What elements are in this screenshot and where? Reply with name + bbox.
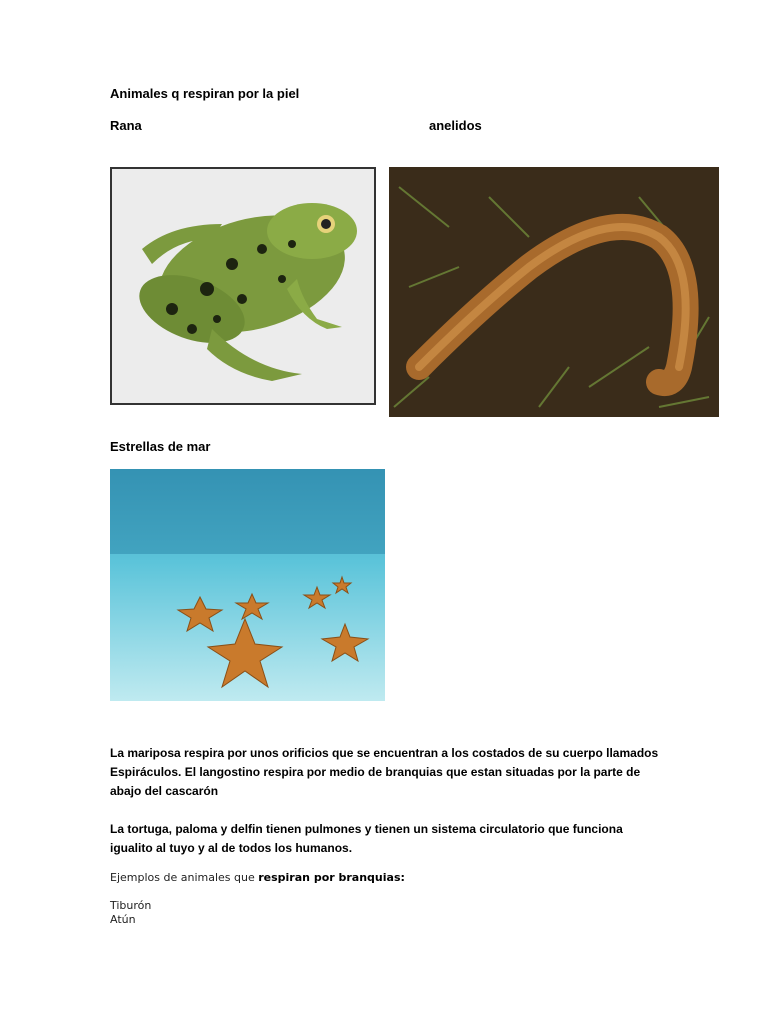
paragraph-1: [110, 744, 710, 801]
starfish-image: [110, 469, 385, 701]
paragraph-2-line-1: La tortuga, paloma y delfin tienen pulmones y tienen un sistema circulatorio que funciona: [110, 822, 623, 836]
examples-heading: [110, 871, 405, 884]
label-starfish: Estrellas de mar: [110, 439, 211, 454]
paragraph-1-line-1: La mariposa respira por unos orificios que se encuentran a los costados de su cuerpo llamados: [110, 746, 659, 760]
examples-bold: respiran por branquias:: [258, 871, 405, 884]
paragraph-1-line-3: abajo del cascarón: [110, 784, 219, 798]
paragraph-2-line-2: igualito al tuyo y al de todos los humanos.: [110, 841, 353, 855]
frog-image: [110, 167, 376, 405]
label-worm: anelidos: [429, 118, 482, 133]
examples-list: [110, 899, 151, 927]
paragraph-2: [110, 820, 710, 858]
label-frog: Rana: [110, 118, 142, 133]
list-item: Tiburón: [110, 899, 152, 912]
paragraph-1-line-2: Espiráculos. El langostino respira por medio de branquias que estan situadas por la parte de: [110, 765, 641, 779]
examples-prefix: Ejemplos de animales que: [110, 871, 259, 884]
page-title: Animales q respiran por la piel: [110, 86, 300, 101]
list-item: Atún: [110, 913, 136, 926]
worm-image: [389, 167, 719, 417]
